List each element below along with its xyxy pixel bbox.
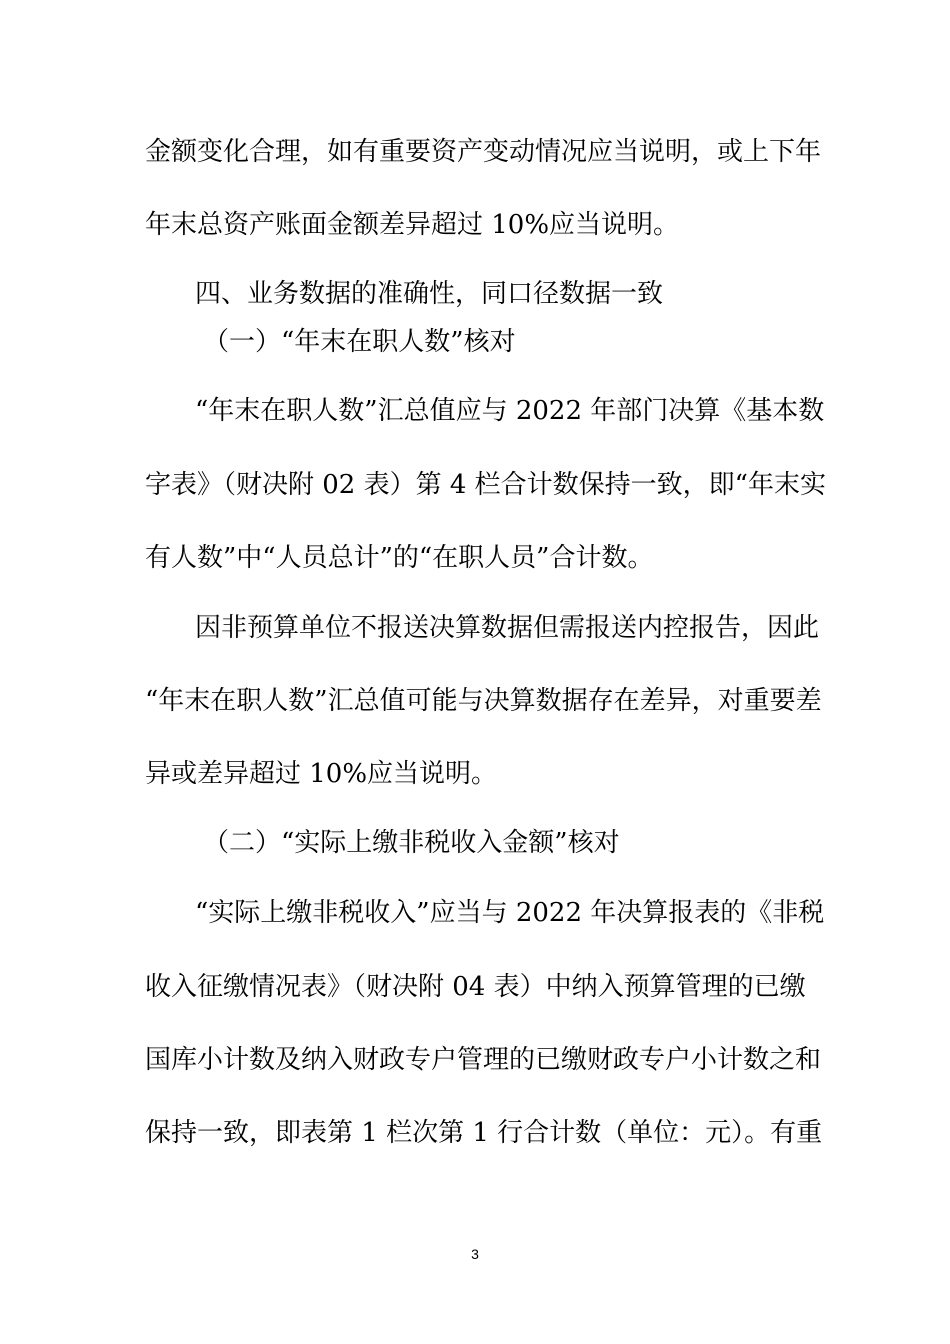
paragraph-line-8: 异或差异超过 10%应当说明。: [145, 759, 498, 789]
subsection-heading-2: （二）“实际上缴非税收入金额”核对: [203, 828, 620, 858]
paragraph-line-1: 金额变化合理，如有重要资产变动情况应当说明，或上下年: [145, 137, 822, 167]
page-number: 3: [471, 1246, 479, 1262]
paragraph-line-6: 因非预算单位不报送决算数据但需报送内控报告，因此: [195, 613, 820, 643]
paragraph-line-2: 年末总资产账面金额差异超过 10%应当说明。: [145, 210, 680, 240]
paragraph-line-11: 国库小计数及纳入财政专户管理的已缴财政专户小计数之和: [145, 1045, 822, 1075]
paragraph-line-10: 收入征缴情况表》（财决附 04 表）中纳入预算管理的已缴: [145, 972, 806, 1002]
paragraph-line-9: “实际上缴非税收入”应当与 2022 年决算报表的《非税: [195, 898, 825, 928]
paragraph-line-3: “年末在职人数”汇总值应与 2022 年部门决算《基本数: [195, 396, 825, 426]
paragraph-line-5: 有人数”中“人员总计”的“在职人员”合计数。: [145, 543, 654, 573]
section-heading-4: 四、业务数据的准确性，同口径数据一致: [195, 279, 664, 309]
subsection-heading-1: （一）“年末在职人数”核对: [203, 327, 516, 357]
paragraph-line-7: “年末在职人数”汇总值可能与决算数据存在差异，对重要差: [145, 686, 822, 716]
paragraph-line-12: 保持一致，即表第 1 栏次第 1 行合计数（单位：元）。有重: [145, 1118, 823, 1148]
paragraph-line-4: 字表》（财决附 02 表）第 4 栏合计数保持一致，即“年末实: [145, 470, 826, 500]
